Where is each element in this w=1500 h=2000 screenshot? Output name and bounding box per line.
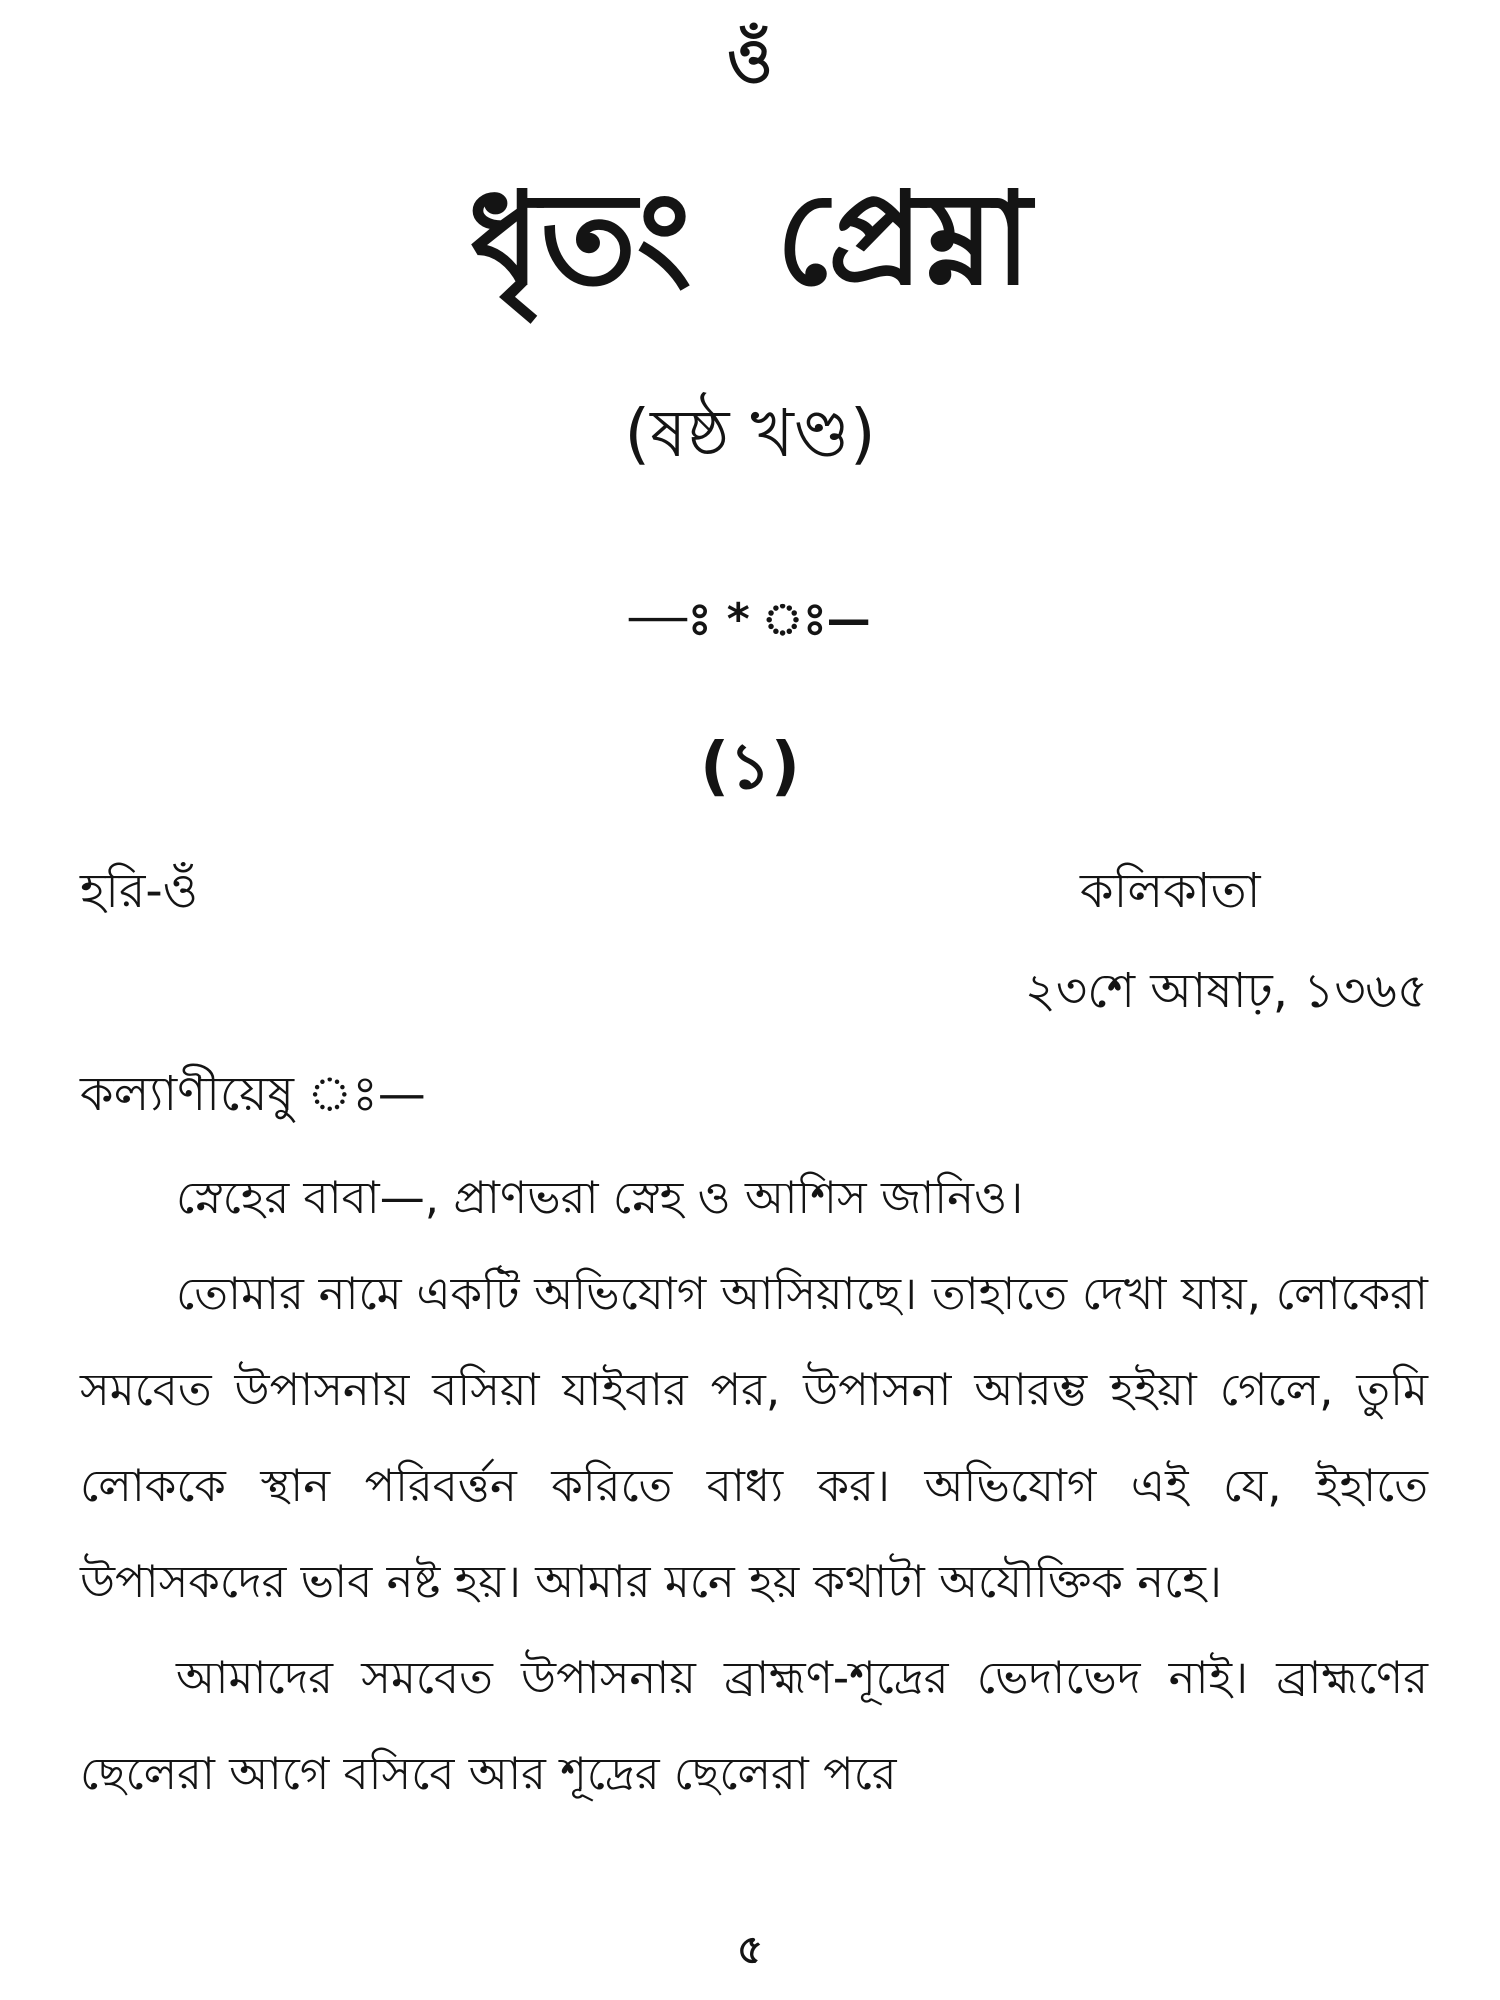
book-title: ধৃতং প্রেম্না <box>468 165 1032 314</box>
paragraph: তোমার নামে একটি অভিযোগ আসিয়াছে। তাহাতে দেখা যায়, লোকেরা সমবেত উপাসনায় বসিয়া যাইবার পর, উপাসনা আরম্ভ হইয়া গেলে, তুমি লোককে স্থান পরিবর্ত্তন করিতে বাধ্য কর। অভিযোগ এই যে, ইহাতে উপাসকদের ভাব নষ্ট হয়। আমার মনে হয় কথাটা অযৌক্তিক নহে। <box>80 1267 1428 1608</box>
letter-date: ২৩শে আষাঢ়, ১৩৬৫ <box>1024 963 1428 1019</box>
paragraph: স্নেহের বাবা—, প্রাণভরা স্নেহ ও আশিস জানিও। <box>176 1171 1024 1224</box>
ornamental-separator: —ঃ * ঃ— <box>629 594 871 645</box>
section-number: (১) <box>699 730 801 804</box>
letter-salutation: কল্যাণীয়েষু ঃ— <box>80 1066 426 1122</box>
page-number: ৫ <box>737 1927 763 1973</box>
letter-place: কলিকাতা <box>1080 863 1261 919</box>
volume-subtitle: (ষষ্ঠ খণ্ড) <box>624 395 876 472</box>
letter-body <box>80 1150 1428 1822</box>
paragraph: আমাদের সমবেত উপাসনায় ব্রাহ্মণ-শূদ্রের ভেদাভেদ নাই। ব্রাহ্মণের ছেলেরা আগে বসিবে আর শূদ্রের ছেলেরা পরে <box>80 1651 1428 1800</box>
om-symbol: ওঁ <box>727 24 773 97</box>
letter-greeting: হরি-ওঁ <box>80 863 199 919</box>
